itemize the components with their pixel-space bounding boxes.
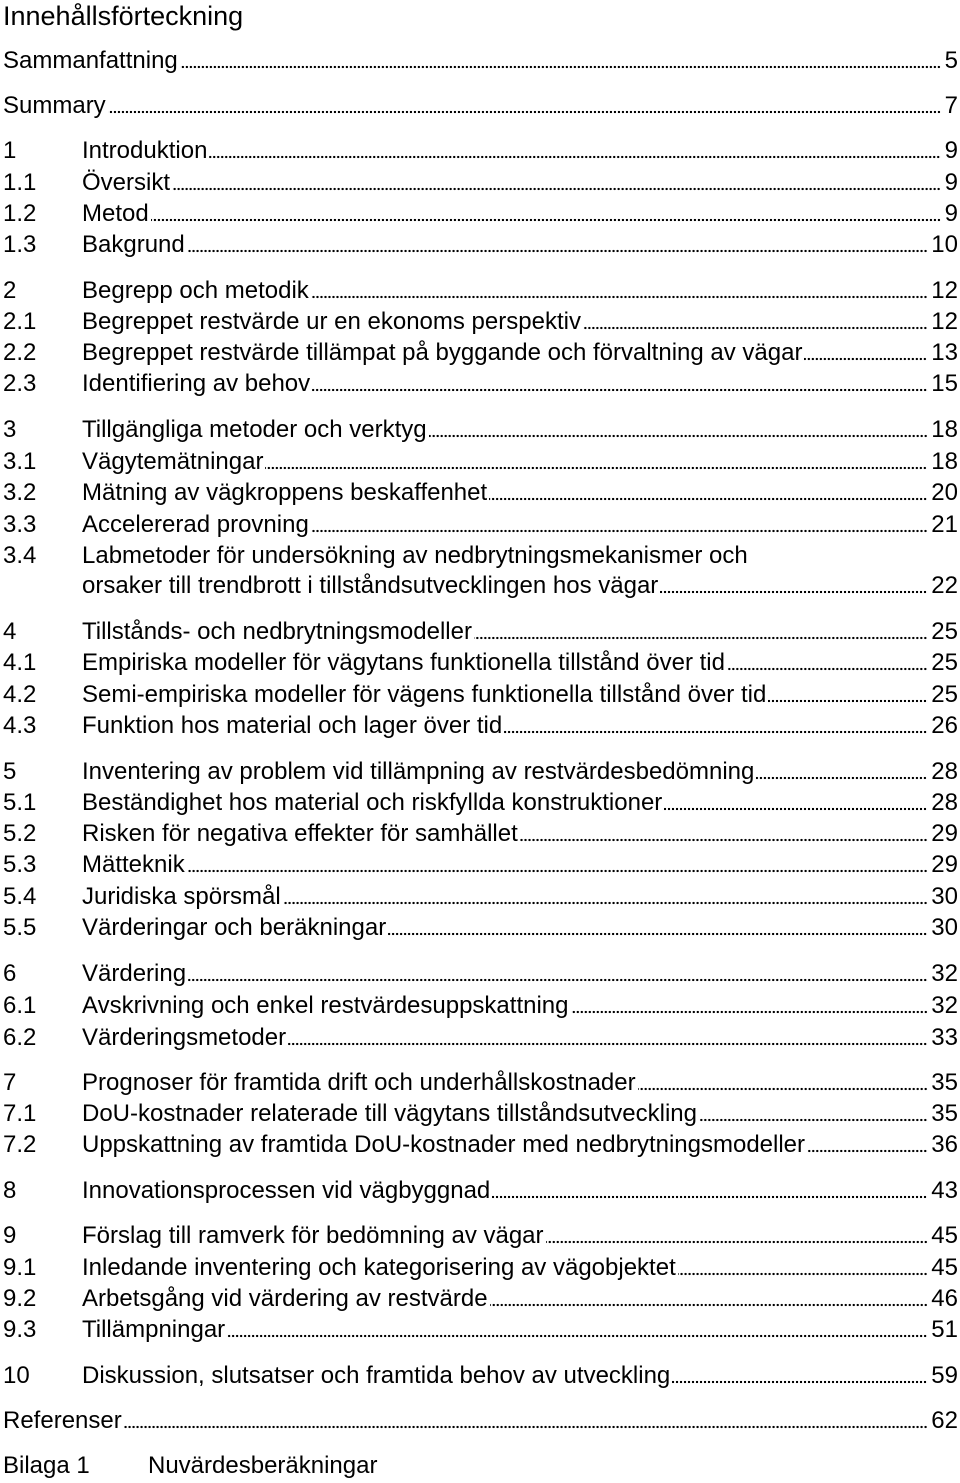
toc-entry-title: Summary [3,92,106,119]
toc-entry[interactable] [3,788,958,818]
toc-entry-number: 9 [3,1222,17,1249]
toc-entry-title: Värderingar och beräkningar [82,914,387,941]
toc-entry[interactable] [3,478,958,508]
toc-entry[interactable] [3,510,958,540]
toc-entry-number: 6.2 [3,1024,37,1051]
toc-entry[interactable] [3,757,958,787]
toc-entry-number: 4.1 [3,649,37,676]
toc-entry-page: 12 [931,308,958,335]
toc-entry-page: 36 [931,1131,958,1158]
dot-leader [583,324,927,330]
toc-entry-page: 59 [931,1362,958,1389]
toc-entry-number: 2.2 [3,339,37,366]
dot-leader [124,1423,928,1429]
toc-entry-number: 3.1 [3,448,37,475]
toc-entry-title: Avskrivning och enkel restvärdesuppskattning [82,992,569,1019]
dot-leader [187,247,928,253]
toc-entry[interactable] [3,882,958,912]
dot-leader [172,185,941,191]
toc-entry-title: Värderingsmetoder [82,1024,287,1051]
toc-entry-page: 9 [944,169,958,196]
toc-entry-number: 4 [3,618,17,645]
toc-entry-page: 5 [944,47,958,74]
toc-entry-number: 3.2 [3,479,37,506]
toc-entry-number: 1 [3,137,17,164]
dot-leader [283,899,928,905]
toc-entry-title: Uppskattning av framtida DoU-kostnader med nedbrytningsmodeller [82,1131,806,1158]
toc-entry-number: 1.3 [3,231,37,258]
dot-leader [807,1147,927,1153]
toc-entry-page: 35 [931,1100,958,1127]
dot-leader [489,495,927,501]
toc-entry[interactable] [3,1130,958,1160]
toc-entry-page: 10 [931,231,958,258]
dot-leader [678,1270,928,1276]
dot-leader [288,1040,927,1046]
dot-leader [209,153,940,159]
toc-entry-number: 9.1 [3,1254,37,1281]
toc-entry-title: Mätning av vägkroppens beskaffenhet [82,479,488,506]
dot-leader [520,836,928,842]
toc-entry-number: 5.1 [3,789,37,816]
toc-entry-page: 35 [931,1069,958,1096]
toc-entry-number: 7 [3,1069,17,1096]
toc-entry[interactable] [3,199,958,229]
toc-entry-number: 3.4 [3,542,37,569]
toc-entry-page: 18 [931,448,958,475]
toc-entry-title-continued: orsaker till trendbrott i tillståndsutvecklingen hos vägar [82,572,659,599]
appendix-label: Bilaga 1 [3,1452,90,1479]
toc-entry-title: Accelererad provning [82,511,309,538]
toc-entry-page: 29 [931,820,958,847]
toc-entry-title: Innovationsprocessen vid vägbyggnad [82,1177,491,1204]
toc-entry[interactable] [3,1068,958,1098]
toc-entry-page: 62 [931,1407,958,1434]
toc-entry-title: Prognoser för framtida drift och underhållskostnader [82,1069,636,1096]
toc-entry-number: 9.3 [3,1316,37,1343]
toc-entry-title: Begrepp och metodik [82,277,309,304]
toc-entry-number: 10 [3,1362,30,1389]
toc-entry[interactable] [3,307,958,337]
toc-entry[interactable] [3,819,958,849]
dot-leader [638,1085,928,1091]
toc-entry-title: Inventering av problem vid tillämpning av restvärdesbedömning [82,758,755,785]
toc-entry-page: 9 [944,137,958,164]
dot-leader [756,774,927,780]
toc-entry-number: 4.2 [3,681,37,708]
toc-entry[interactable] [3,711,958,741]
toc-entry[interactable] [3,91,958,121]
toc-entry-title: Risken för negativa effekter för samhället [82,820,518,847]
toc-entry[interactable] [3,415,958,445]
toc-entry-page: 28 [931,789,958,816]
toc-entry-page: 45 [931,1254,958,1281]
dot-leader [664,805,927,811]
toc-entry-number: 5.2 [3,820,37,847]
toc-entry-title: Beständighet hos material och riskfyllda konstruktioner [82,789,663,816]
toc-entry-title: Tillstånds- och nedbrytningsmodeller [82,618,472,645]
toc-entry-title: Empiriska modeller för vägytans funktionella tillstånd över tid [82,649,725,676]
toc-entry-number: 4.3 [3,712,37,739]
dot-leader [151,216,941,222]
toc-entry[interactable] [3,1221,958,1251]
toc-entry-page: 25 [931,618,958,645]
toc-entry-number: 5.5 [3,914,37,941]
dot-leader [429,432,928,438]
toc-entry-page: 43 [931,1177,958,1204]
toc-entry[interactable] [3,1253,958,1283]
toc-entry-title: Översikt [82,169,171,196]
toc-entry-number: 5.4 [3,883,37,910]
toc-entry-number: 7.2 [3,1131,37,1158]
toc-entry-title: Metod [82,200,149,227]
toc-entry-title: Tillämpningar [82,1316,226,1343]
toc-entry[interactable] [3,541,958,601]
toc-entry-page: 30 [931,883,958,910]
toc-entry[interactable] [3,230,958,260]
toc-entry-number: 5 [3,758,17,785]
toc-entry[interactable] [3,338,958,368]
appendix-title: Nuvärdesberäkningar [148,1452,378,1479]
dot-leader [660,588,927,594]
toc-entry-page: 7 [944,92,958,119]
toc-entry-number: 1.2 [3,200,37,227]
toc-entry-page: 20 [931,479,958,506]
toc-entry-title: Diskussion, slutsatser och framtida behov av utveckling [82,1362,671,1389]
toc-entry-page: 13 [931,339,958,366]
dot-leader [188,976,927,982]
toc-entry-number: 3 [3,416,17,443]
toc-entry-page: 28 [931,758,958,785]
toc-entry-page: 32 [931,992,958,1019]
toc-entry[interactable] [3,1284,958,1314]
dot-leader [727,665,927,671]
toc-entry-number: 9.2 [3,1285,37,1312]
dot-leader [504,728,927,734]
toc-entry-number: 1.1 [3,169,37,196]
toc-entry-page: 45 [931,1222,958,1249]
toc-entry-title: Funktion hos material och lager över tid [82,712,503,739]
toc-entry[interactable] [3,136,958,166]
toc-entry[interactable] [3,1099,958,1129]
toc-entry-page: 9 [944,200,958,227]
toc-entry-number: 5.3 [3,851,37,878]
toc-entry-page: 26 [931,712,958,739]
toc-entry-title: Referenser [3,1407,122,1434]
toc-entry-title: Förslag till ramverk för bedömning av vägar [82,1222,544,1249]
toc-entry-page: 51 [931,1316,958,1343]
toc-entry-page: 12 [931,277,958,304]
dot-leader [474,634,927,640]
toc-entry-number: 2.3 [3,370,37,397]
dot-leader [699,1116,927,1122]
toc-entry[interactable] [3,276,958,306]
dot-leader [546,1238,928,1244]
toc-entry[interactable] [3,1361,958,1391]
toc-entry[interactable] [3,168,958,198]
toc-entry[interactable] [3,447,958,477]
toc-entry-title: Vägytemätningar [82,448,264,475]
toc-entry[interactable] [3,1176,958,1206]
toc-entry-title: Identifiering av behov [82,370,311,397]
dot-leader [490,1301,928,1307]
toc-entry-page: 15 [931,370,958,397]
dot-leader [108,108,941,114]
toc-entry-page: 29 [931,851,958,878]
toc-entry-page: 21 [931,511,958,538]
toc-entry-title: Semi-empiriska modeller för vägens funktionella tillstånd över tid [82,681,767,708]
toc-entry-title: Bakgrund [82,231,185,258]
dot-leader [388,930,927,936]
dot-leader [265,464,927,470]
toc-entry-number: 6.1 [3,992,37,1019]
toc-entry-page: 32 [931,960,958,987]
toc-entry[interactable] [3,850,958,880]
dot-leader [492,1193,927,1199]
toc-entry[interactable] [3,1406,958,1436]
toc-entry-number: 3.3 [3,511,37,538]
toc-entry-page: 30 [931,914,958,941]
toc-entry-title: Labmetoder för undersökning av nedbrytningsmekanismer och [82,542,748,569]
toc-entry-page: 25 [931,649,958,676]
dot-leader [672,1378,927,1384]
toc-entry[interactable] [3,991,958,1021]
toc-entry[interactable] [3,46,958,76]
toc-entry-number: 8 [3,1177,17,1204]
page-title: Innehållsförteckning [3,1,244,31]
dot-leader [187,867,928,873]
dot-leader [180,63,941,69]
toc-entry-title: Mätteknik [82,851,185,878]
toc-entry-title: Begreppet restvärde tillämpat på byggande och förvaltning av vägar [82,339,803,366]
toc-entry-title: DoU-kostnader relaterade till vägytans tillståndsutveckling [82,1100,697,1127]
dot-leader [571,1008,928,1014]
toc-entry[interactable] [3,1023,958,1053]
dot-leader [227,1332,927,1338]
toc-entry-page: 22 [931,572,958,599]
toc-entry-title: Värdering [82,960,187,987]
toc-entry-title: Inledande inventering och kategorisering av vägobjektet [82,1254,676,1281]
toc-entry-page: 33 [931,1024,958,1051]
dot-leader [804,355,927,361]
toc-entry[interactable] [3,913,958,943]
toc-entry-page: 46 [931,1285,958,1312]
toc-entry-title: Sammanfattning [3,47,178,74]
toc-entry[interactable] [3,369,958,399]
dot-leader [311,527,928,533]
dot-leader [311,293,927,299]
toc-entry-number: 6 [3,960,17,987]
toc-entry-title: Begreppet restvärde ur en ekonoms perspektiv [82,308,581,335]
toc-entry-title: Juridiska spörsmål [82,883,281,910]
toc-entry-title: Introduktion [82,137,208,164]
dot-leader [312,386,927,392]
toc-entry-title: Arbetsgång vid värdering av restvärde [82,1285,488,1312]
toc-entry[interactable] [3,648,958,678]
toc-entry[interactable] [3,1315,958,1345]
toc-entry[interactable] [3,680,958,710]
toc-entry-number: 2.1 [3,308,37,335]
toc-entry-number: 2 [3,277,17,304]
appendix-entry[interactable] [3,1451,377,1481]
toc-entry-page: 25 [931,681,958,708]
toc-entry-page: 18 [931,416,958,443]
toc-entry[interactable] [3,959,958,989]
toc-entry[interactable] [3,617,958,647]
toc-entry-title: Tillgängliga metoder och verktyg [82,416,427,443]
dot-leader [768,697,927,703]
toc-entry-number: 7.1 [3,1100,37,1127]
